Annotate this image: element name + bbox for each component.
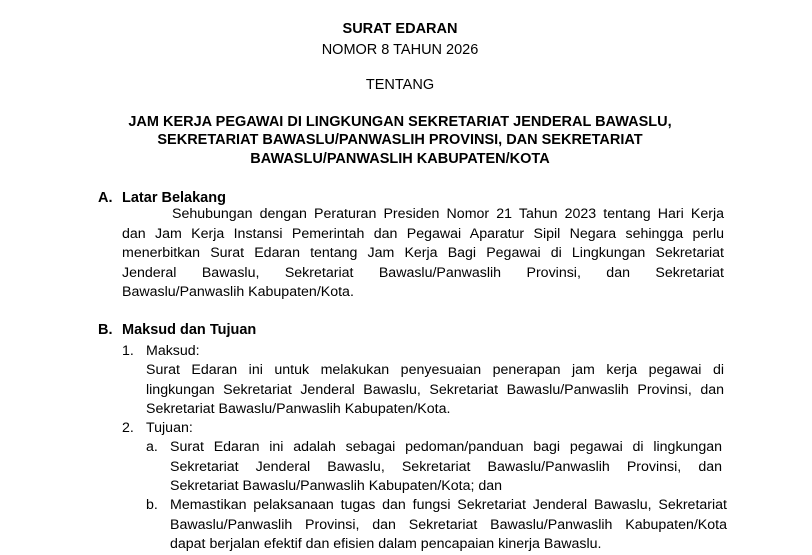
section-a-heading [98, 190, 226, 206]
section-a-line-2: dan Jam Kerja Instansi Pemerintah dan Pegawai Aparatur Sipil Negara sehingga perlu [122, 225, 724, 242]
item-2a-line-1: Surat Edaran ini adalah sebagai pedoman/panduan bagi pegawai di lingkungan [170, 439, 722, 455]
section-a-paragraph [122, 205, 724, 303]
section-a-marker: A. [98, 190, 113, 206]
section-b-title: Maksud dan Tujuan [122, 322, 257, 338]
subject-line-3: BAWASLU/PANWASLIH KABUPATEN/KOTA [250, 151, 550, 167]
section-a-line-3: menerbitkan Surat Edaran tentang Jam Kerja Bagi Pegawai di Lingkungan Sekretariat [122, 245, 724, 261]
section-a-line-4: Jenderal Bawaslu, Sekretariat Bawaslu/Panwaslih Provinsi, dan Sekretariat [122, 264, 724, 281]
section-a-line-1: Sehubungan dengan Peraturan Presiden Nomor 21 Tahun 2023 tentang Hari Kerja [172, 206, 724, 222]
section-b-heading [98, 322, 256, 338]
item-2b-line-1: Memastikan pelaksanaan tugas dan fungsi Sekretariat Jenderal Bawaslu, Sekretariat [170, 497, 727, 513]
document-about: TENTANG [365, 77, 435, 93]
item-2a-paragraph [170, 438, 722, 497]
item-2b-paragraph [170, 496, 727, 555]
subject-line-2: SEKRETARIAT BAWASLU/PANWASLIH PROVINSI, DAN SEKRETARIAT [157, 132, 643, 148]
item-1-line-1: Surat Edaran ini untuk melakukan penyesuaian penerapan jam kerja pegawai di [146, 362, 724, 378]
section-b-marker: B. [98, 322, 113, 338]
subject-line-1: JAM KERJA PEGAWAI DI LINGKUNGAN SEKRETARIAT JENDERAL BAWASLU, [128, 114, 672, 130]
item-2a-letter: a. [146, 439, 158, 455]
item-1-label: Maksud: [146, 343, 200, 359]
section-a-title: Latar Belakang [122, 190, 226, 206]
item-1-line-2: lingkungan Sekretariat Jenderal Bawaslu, Sekretariat Bawaslu/Panwaslih Provinsi, dan [146, 381, 724, 398]
item-1-line-3: Sekretariat Bawaslu/Panwaslih Kabupaten/Kota. [146, 401, 451, 417]
item-1-paragraph [146, 361, 724, 420]
item-2a-line-3: Sekretariat Bawaslu/Panwaslih Kabupaten/Kota; dan [170, 478, 503, 494]
document-number: NOMOR 8 TAHUN 2026 [321, 42, 479, 58]
item-2a-line-2: Sekretariat Jenderal Bawaslu, Sekretariat Bawaslu/Panwaslih Provinsi, dan [170, 458, 722, 475]
item-2b-letter: b. [146, 497, 158, 513]
section-a-line-5: Bawaslu/Panwaslih Kabupaten/Kota. [122, 284, 354, 300]
item-1-number: 1. [122, 343, 134, 359]
document-title: SURAT EDARAN [342, 21, 458, 37]
item-2-label: Tujuan: [146, 420, 193, 436]
item-2-number: 2. [122, 420, 134, 436]
item-2b-line-2: Bawaslu/Panwaslih Provinsi, dan Sekretariat Bawaslu/Panwaslih Kabupaten/Kota [170, 516, 727, 533]
item-2b-line-3: dapat berjalan efektif dan efisien dalam pencapaian kinerja Bawaslu. [170, 536, 602, 552]
